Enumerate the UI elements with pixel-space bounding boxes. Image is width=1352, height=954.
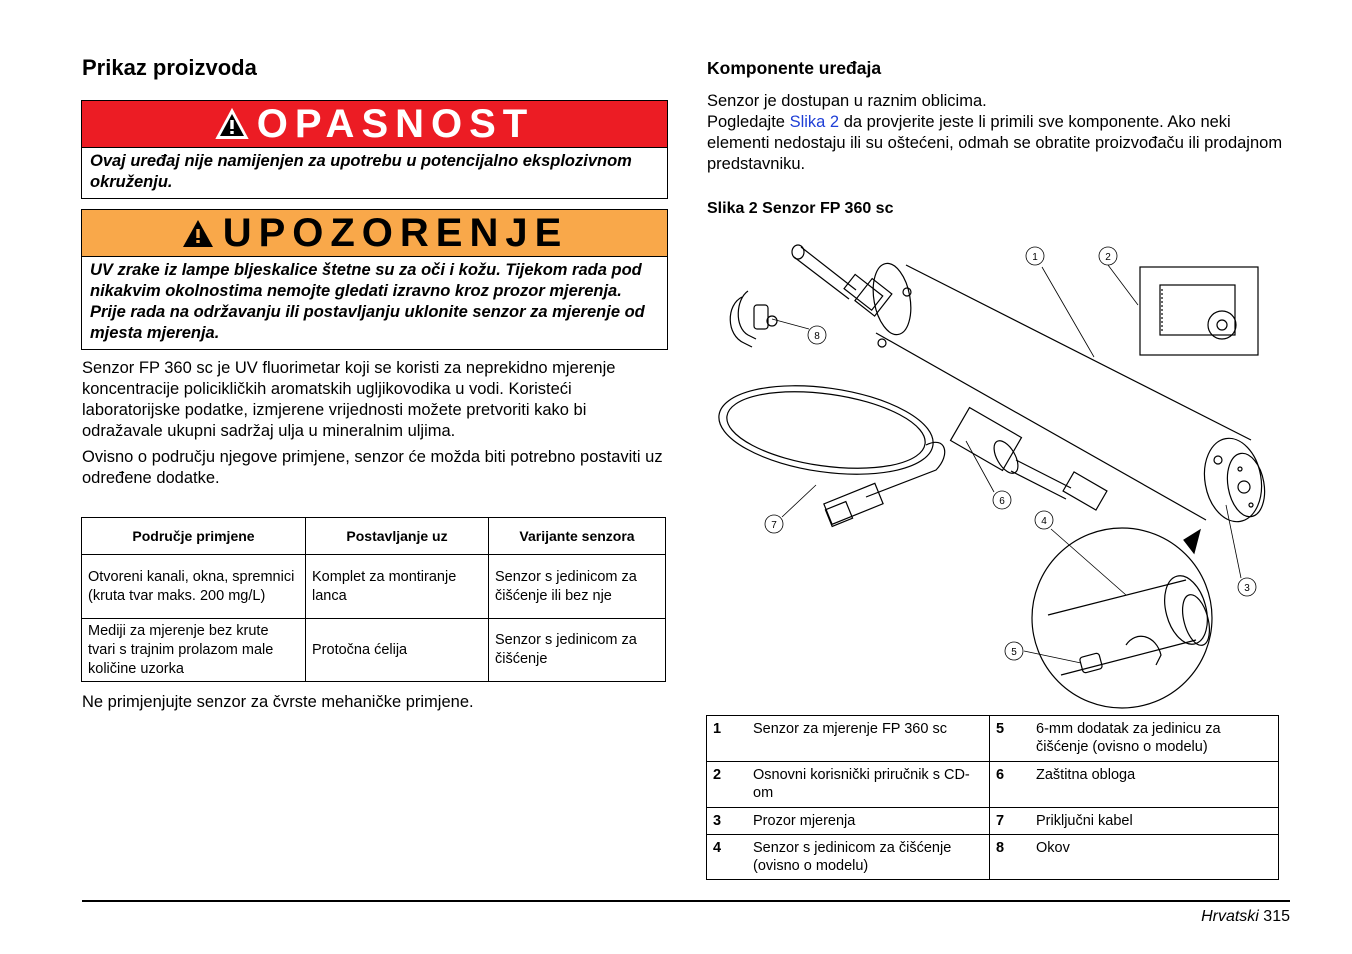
legend-number: 6 (990, 762, 1031, 808)
legend-number: 3 (707, 808, 748, 835)
connection-cable (713, 373, 945, 526)
table-header: Postavljanje uz (306, 518, 489, 555)
warning-triangle-icon (181, 217, 215, 249)
legend-text: Prozor mjerenja (747, 808, 990, 835)
warning-triangle-icon (215, 108, 249, 140)
intro-paragraph: Senzor FP 360 sc je UV fluorimetar koji se koristi za neprekidno mjerenje koncentracije policikličkih aromatskih ugljikovodika u vodi. Koristeći laboratorijske podatke, izmjerene vrijednosti možete pretvoriti kako bi odražavale ukupni sadržaj ulja u mineralnim uljima. (82, 359, 616, 440)
footer-language: Hrvatski (1201, 908, 1259, 925)
components-title: Komponente uređaja (707, 58, 882, 78)
intro-line: Senzor je dostupan u raznim oblicima. (707, 92, 987, 110)
legend-text: 6-mm dodatak za jedinicu za čišćenje (ovisno o modelu) (1030, 716, 1279, 762)
legend-text: Zaštitna obloga (1030, 762, 1279, 808)
application-table (81, 517, 666, 682)
callout-3: 3 (1244, 583, 1250, 594)
table-header: Varijante senzora (489, 518, 666, 555)
detail-view (1032, 528, 1214, 708)
table-row (82, 619, 666, 682)
footer-rule (82, 900, 1290, 902)
figure-legend (706, 715, 1279, 880)
legend-text: Okov (1030, 835, 1279, 880)
sensor-figure (706, 235, 1286, 710)
page-footer (1201, 908, 1290, 926)
callout-1: 1 (1032, 252, 1038, 263)
legend-row (707, 716, 1279, 762)
table-row (82, 555, 666, 619)
callout-7: 7 (771, 520, 777, 531)
table-cell: Otvoreni kanali, okna, spremnici (kruta tvar maks. 200 mg/L) (82, 555, 306, 619)
components-intro (707, 91, 1292, 175)
legend-row (707, 835, 1279, 880)
callout-6: 6 (999, 496, 1005, 507)
protective-sleeve (951, 408, 1107, 510)
pointer-arrow (1184, 530, 1200, 553)
legend-row (707, 808, 1279, 835)
shackle (730, 291, 777, 347)
table-header: Područje primjene (82, 518, 306, 555)
callout-circles (765, 247, 1256, 660)
legend-text: Osnovni korisnički priručnik s CD-om (747, 762, 990, 808)
caution-text: UV zrake iz lampe bljeskalice štetne su za oči i kožu. Tijekom rada pod nikakvim okolnostima nemojte gledati izravno kroz prozor mjerenja. Prije rada na održavanju ili postavljanju uklonite senzor za mjerenje od mjesta mjerenja. (90, 261, 645, 342)
legend-number: 5 (990, 716, 1031, 762)
legend-number: 1 (707, 716, 748, 762)
danger-header (82, 101, 667, 148)
table-cell: Senzor s jedinicom za čišćenje ili bez nje (489, 555, 666, 619)
callout-4: 4 (1041, 516, 1047, 527)
danger-text: Ovaj uređaj nije namijenjen za upotrebu u potencijalno eksplozivnom okruženju. (90, 152, 632, 191)
caution-label: UPOZORENJE (222, 210, 569, 255)
caution-header (82, 210, 667, 257)
legend-row (707, 762, 1279, 808)
callout-8: 8 (814, 331, 820, 342)
accessory-paragraph: Ovisno o području njegove primjene, senzor će možda biti potrebno postaviti uz određene dodatke. (82, 448, 663, 487)
table-cell: Mediji za mjerenje bez krute tvari s trajnim prolazom male količine uzorka (82, 619, 306, 682)
sensor-rod (792, 245, 892, 316)
table-cell: Komplet za montiranje lanca (306, 555, 489, 619)
legend-number: 8 (990, 835, 1031, 880)
intro-pre: Pogledajte (707, 113, 790, 131)
caution-box (81, 209, 668, 350)
page-number: 315 (1263, 908, 1290, 925)
legend-text: Senzor za mjerenje FP 360 sc (747, 716, 990, 762)
legend-text: Priključni kabel (1030, 808, 1279, 835)
usage-note: Ne primjenjujte senzor za čvrste mehaničke primjene. (82, 693, 474, 711)
table-cell: Protočna ćelija (306, 619, 489, 682)
legend-text: Senzor s jedinicom za čišćenje (ovisno o modelu) (747, 835, 990, 880)
table-cell: Senzor s jedinicom za čišćenje (489, 619, 666, 682)
danger-label: OPASNOST (256, 101, 535, 146)
section-title: Prikaz proizvoda (82, 55, 257, 80)
manual-with-cd (1140, 267, 1258, 355)
danger-box (81, 100, 668, 199)
callout-5: 5 (1011, 647, 1017, 658)
callout-2: 2 (1105, 252, 1111, 263)
legend-number: 2 (707, 762, 748, 808)
legend-number: 4 (707, 835, 748, 880)
figure-caption: Slika 2 Senzor FP 360 sc (707, 200, 894, 217)
intro-post: da provjerite jeste li primili sve komponente. Ako neki elementi nedostaju ili su oštećeni, odmah se obratite proizvođaču ili prodajnom predstavniku. (707, 113, 1283, 173)
legend-number: 7 (990, 808, 1031, 835)
figure-link[interactable]: Slika 2 (789, 113, 840, 131)
